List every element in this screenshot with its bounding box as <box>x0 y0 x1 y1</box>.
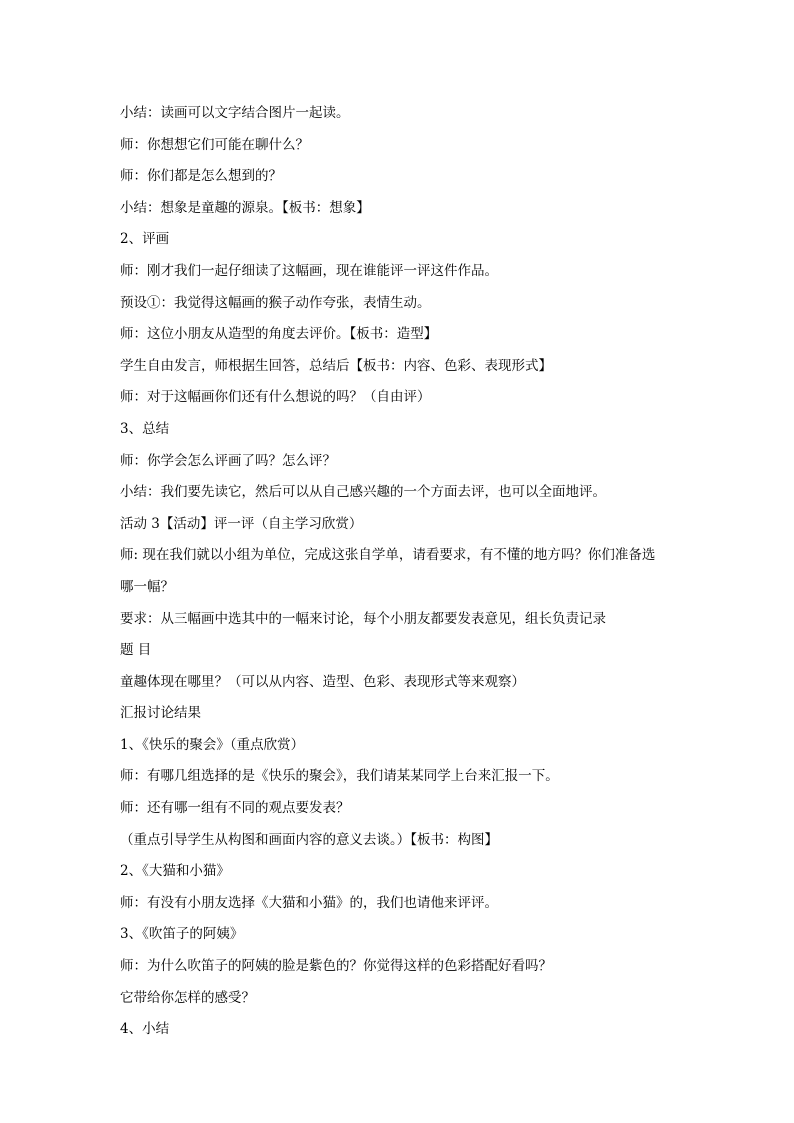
section-heading: 3、《吹笛子的阿姨》 <box>120 926 244 943</box>
text-line: 小结：我们要先读它，然后可以从自己感兴趣的一个方面去评，也可以全面地评。 <box>120 484 606 501</box>
activity-heading: 活动 3【活动】评一评（自主学习欣赏） <box>120 515 363 532</box>
text-line: 师：还有哪一组有不同的观点要发表？ <box>120 800 350 817</box>
text-line: （重点引导学生从构图和画面内容的意义去谈。）【板书：构图】 <box>120 831 498 848</box>
section-heading: 1、《快乐的聚会》（重点欣赏） <box>120 736 305 753</box>
text-line: 师：对于这幅画你们还有什么想说的吗？（自由评） <box>120 389 431 406</box>
section-heading: 2、评画 <box>120 231 170 248</box>
text-line: 预设①：我觉得这幅画的猴子动作夸张，表情生动。 <box>120 294 431 311</box>
text-line: 师：刚才我们一起仔细读了这幅画，现在谁能评一评这件作品。 <box>120 262 498 279</box>
text-line: 师：你想想它们可能在聊什么？ <box>120 136 309 153</box>
text-line: 小结：读画可以文字结合图片一起读。 <box>120 105 350 121</box>
text-line: 它带给你怎样的感受？ <box>120 989 255 1006</box>
section-heading: 4、小结 <box>120 1021 170 1038</box>
text-line: 童趣体现在哪里？（可以从内容、造型、色彩、表现形式等来观察） <box>120 673 525 690</box>
text-line: 哪一幅？ <box>120 578 174 595</box>
text-line: 师：有哪几组选择的是《快乐的聚会》，我们请某某同学上台来汇报一下。 <box>120 768 559 785</box>
text-line: 师：有没有小朋友选择《大猫和小猫》的，我们也请他来评评。 <box>120 894 498 911</box>
section-heading: 2、《大猫和小猫》 <box>120 863 230 880</box>
text-line: 题 目 <box>120 642 152 659</box>
document-body <box>120 99 700 1047</box>
section-heading: 3、总结 <box>120 420 170 437</box>
text-line: 师：为什么吹笛子的阿姨的脸是紫色的？你觉得这样的色彩搭配好看吗？ <box>120 958 552 975</box>
text-line: 汇报讨论结果 <box>120 705 201 722</box>
text-line: 要求：从三幅画中选其中的一幅来讨论，每个小朋友都要发表意见，组长负责记录 <box>120 610 606 627</box>
text-line: 师：你学会怎么评画了吗？怎么评？ <box>120 452 336 469</box>
text-line: 师: 现在我们就以小组为单位，完成这张自学单，请看要求，有不懂的地方吗？你们准备选 <box>120 547 656 564</box>
text-line: 小结：想象是童趣的源泉。【板书：想象】 <box>120 199 370 216</box>
text-line: 师：你们都是怎么想到的？ <box>120 168 282 185</box>
text-line: 学生自由发言，师根据生回答，总结后【板书：内容、色彩、表现形式】 <box>120 357 552 374</box>
text-line: 师：这位小朋友从造型的角度去评价。【板书：造型】 <box>120 326 438 343</box>
